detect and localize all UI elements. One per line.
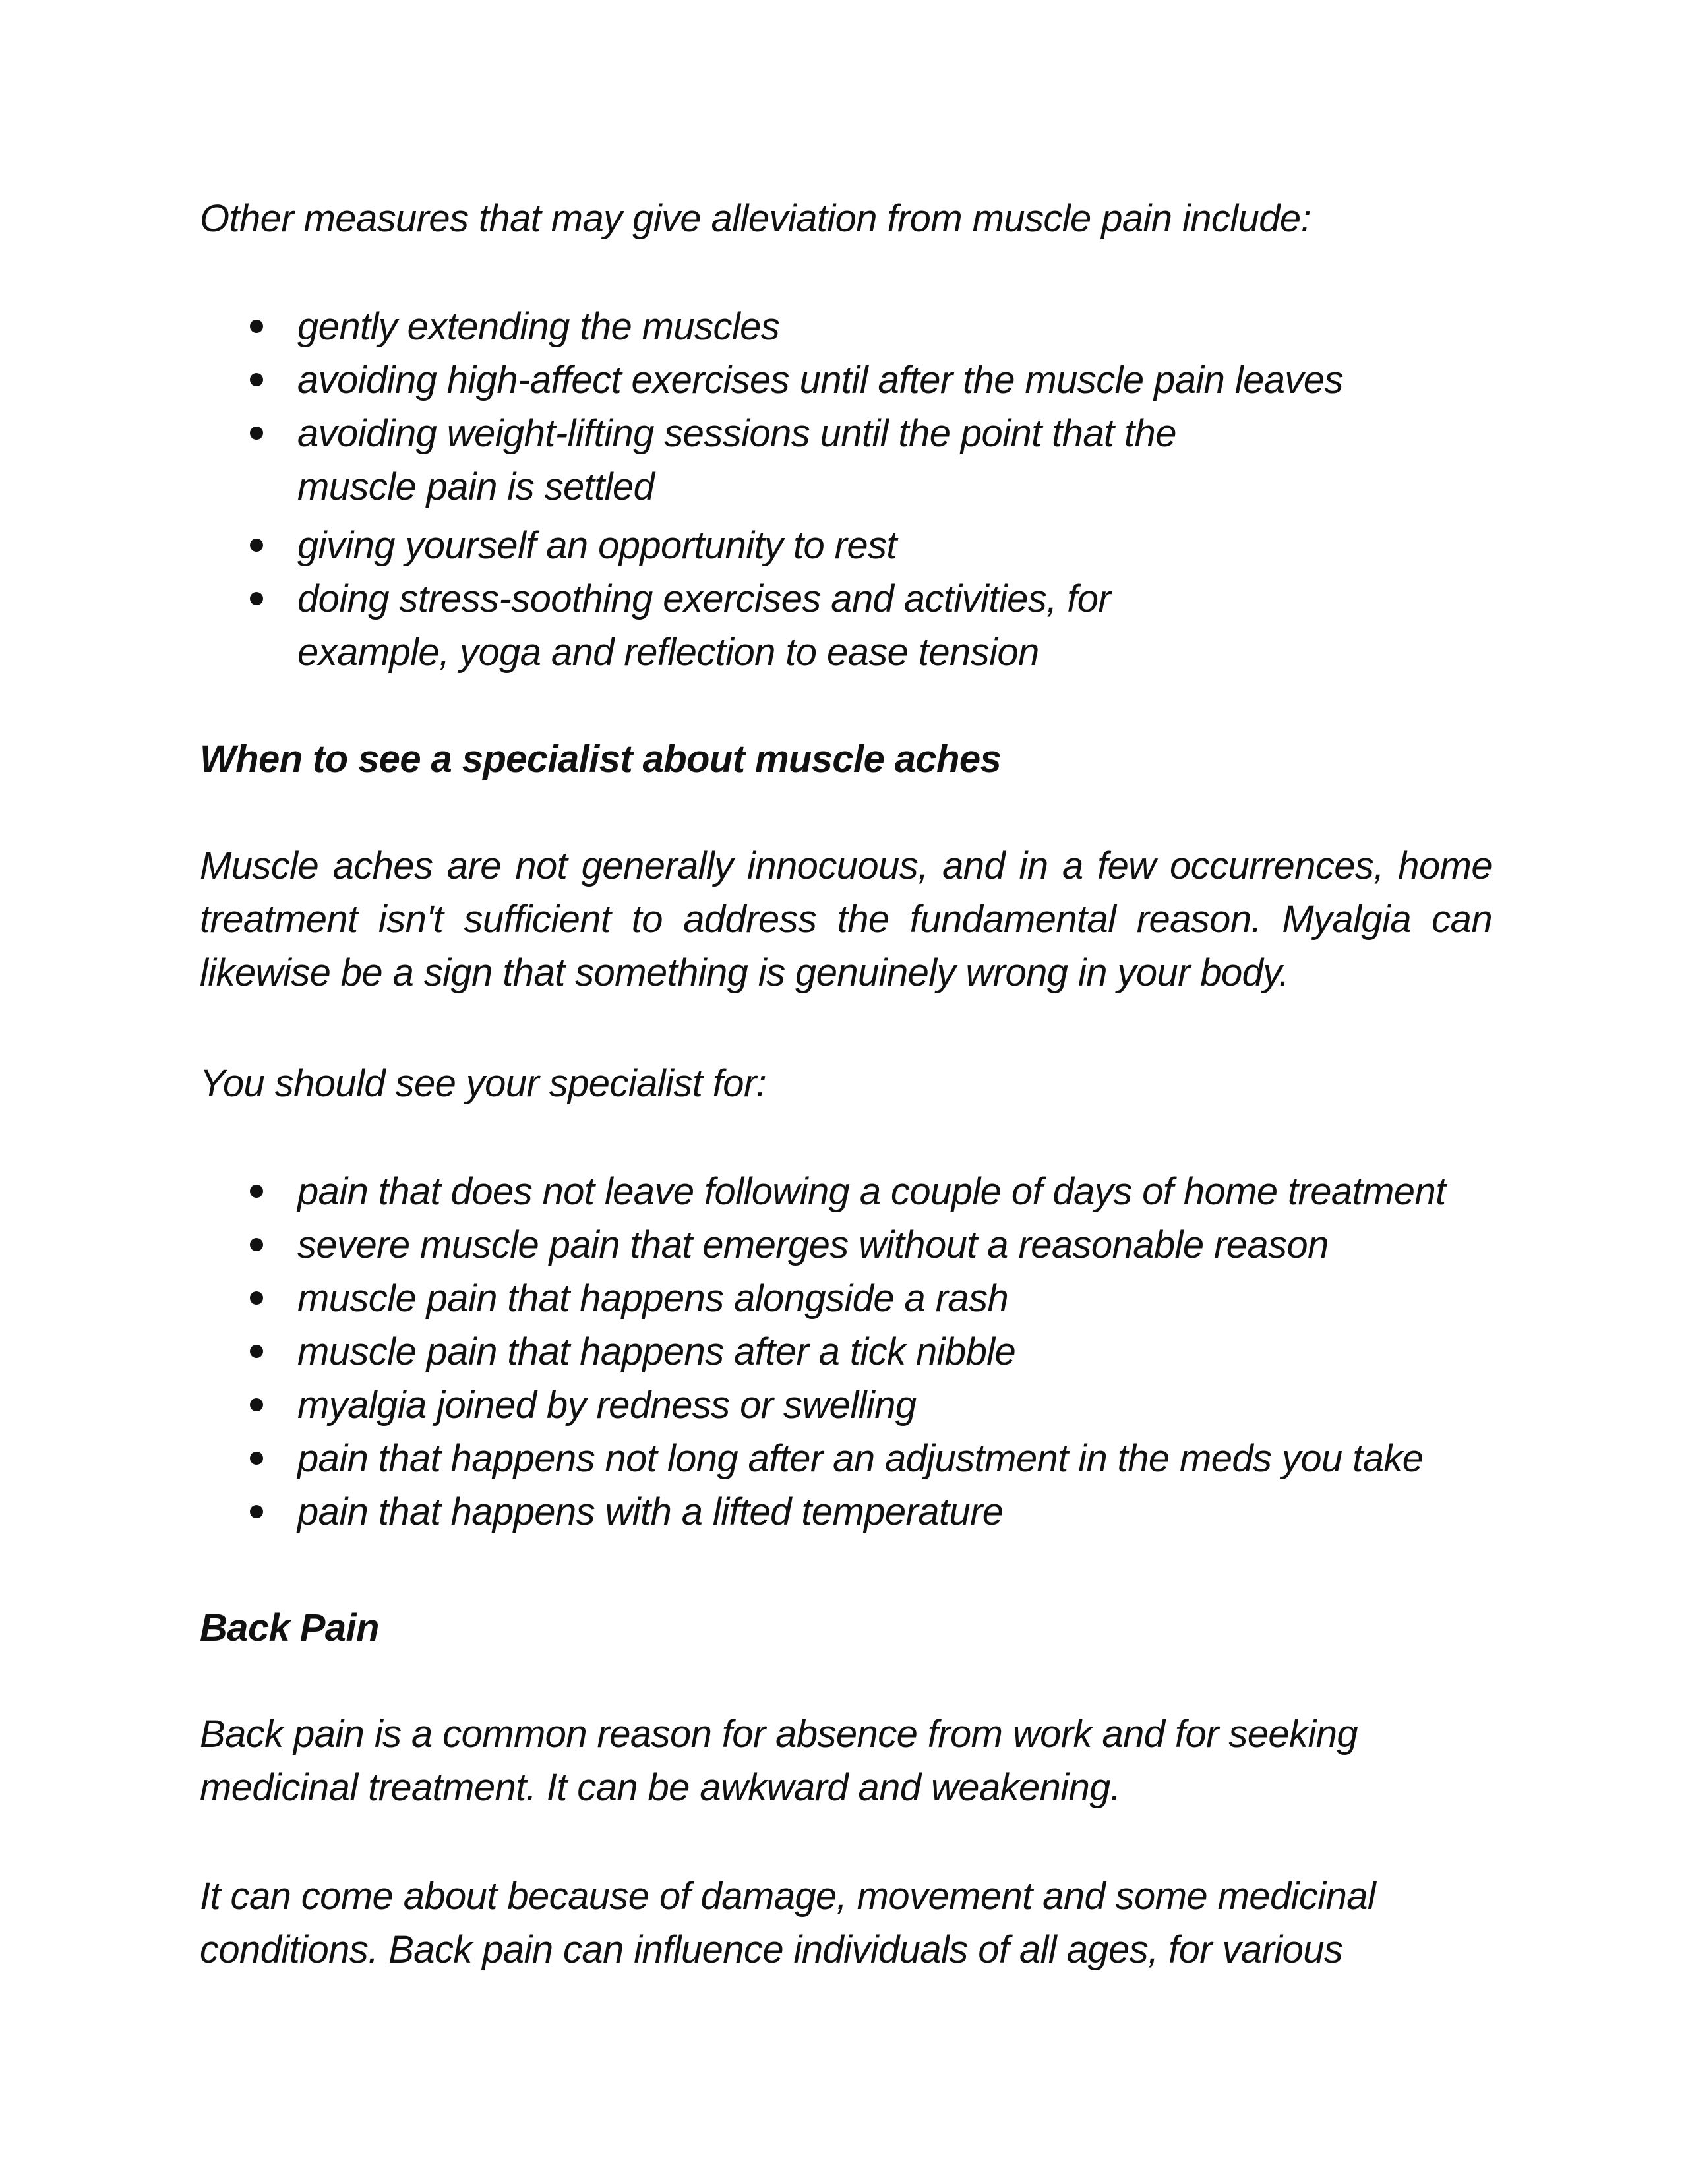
bullet-icon [250,1452,263,1465]
list-item [200,300,1492,353]
list-item-text: pain that happens with a lifted temperature [297,1490,1004,1533]
bullet-icon [250,1291,263,1305]
section-heading-specialist: When to see a specialist about muscle aches [200,738,1002,781]
relief-measures-list [200,300,1492,679]
list-item-text: muscle pain that happens after a tick nibble [297,1330,1016,1373]
list-item-text: avoiding weight-lifting sessions until the point that the muscle pain is settled [297,412,1176,508]
section-heading-back-pain: Back Pain [200,1607,379,1649]
bullet-icon [250,592,263,605]
list-item [200,572,1492,679]
bullet-icon [250,320,263,333]
list-item [200,1165,1492,1218]
list-item-text: doing stress-soothing exercises and activities, for example, yoga and reflection to ease tension [297,577,1111,674]
list-item-text: avoiding high-affect exercises until after the muscle pain leaves [297,359,1343,401]
list-item [200,1432,1492,1485]
list-item-text: pain that happens not long after an adjustment in the meds you take [297,1437,1424,1480]
specialist-reasons-list [200,1165,1492,1539]
specialist-intro: You should see your specialist for: [200,1062,767,1105]
list-item [200,353,1492,407]
bullet-icon [250,1345,263,1358]
bullet-icon [250,427,263,440]
bullet-icon [250,1238,263,1251]
list-item-text: gently extending the muscles [297,305,780,348]
list-item [200,519,1492,572]
list-item-text: pain that does not leave following a couple of days of home treatment [297,1170,1446,1213]
bullet-icon [250,1505,263,1518]
list-item [200,1485,1492,1539]
list-item [200,407,1492,514]
list-item-text: muscle pain that happens alongside a rash [297,1277,1009,1320]
bullet-icon [250,373,263,386]
back-pain-paragraph-1: Back pain is a common reason for absence from work and for seeking medicinal treatment. It can be awkward and weakening. [200,1713,1358,1809]
bullet-icon [250,539,263,552]
list-item [200,1325,1492,1378]
specialist-paragraph: Muscle aches are not generally innocuous, and in a few occurrences, home treatment isn't sufficient to address the fundamental reason. Myalgia can likewise be a sign that something is genuinely wrong in your body. [200,844,1492,994]
list-item [200,1378,1492,1432]
bullet-icon [250,1185,263,1198]
back-pain-paragraph-2: It can come about because of damage, movement and some medicinal conditions. Back pain can influence individuals of all ages, for various [200,1875,1376,1971]
list-item [200,1218,1492,1272]
intro-paragraph: Other measures that may give alleviation from muscle pain include: [200,197,1311,240]
list-item-text: giving yourself an opportunity to rest [297,524,897,567]
bullet-icon [250,1398,263,1411]
list-item-text: myalgia joined by redness or swelling [297,1384,917,1427]
list-item [200,1272,1492,1325]
list-item-text: severe muscle pain that emerges without a reasonable reason [297,1224,1329,1266]
